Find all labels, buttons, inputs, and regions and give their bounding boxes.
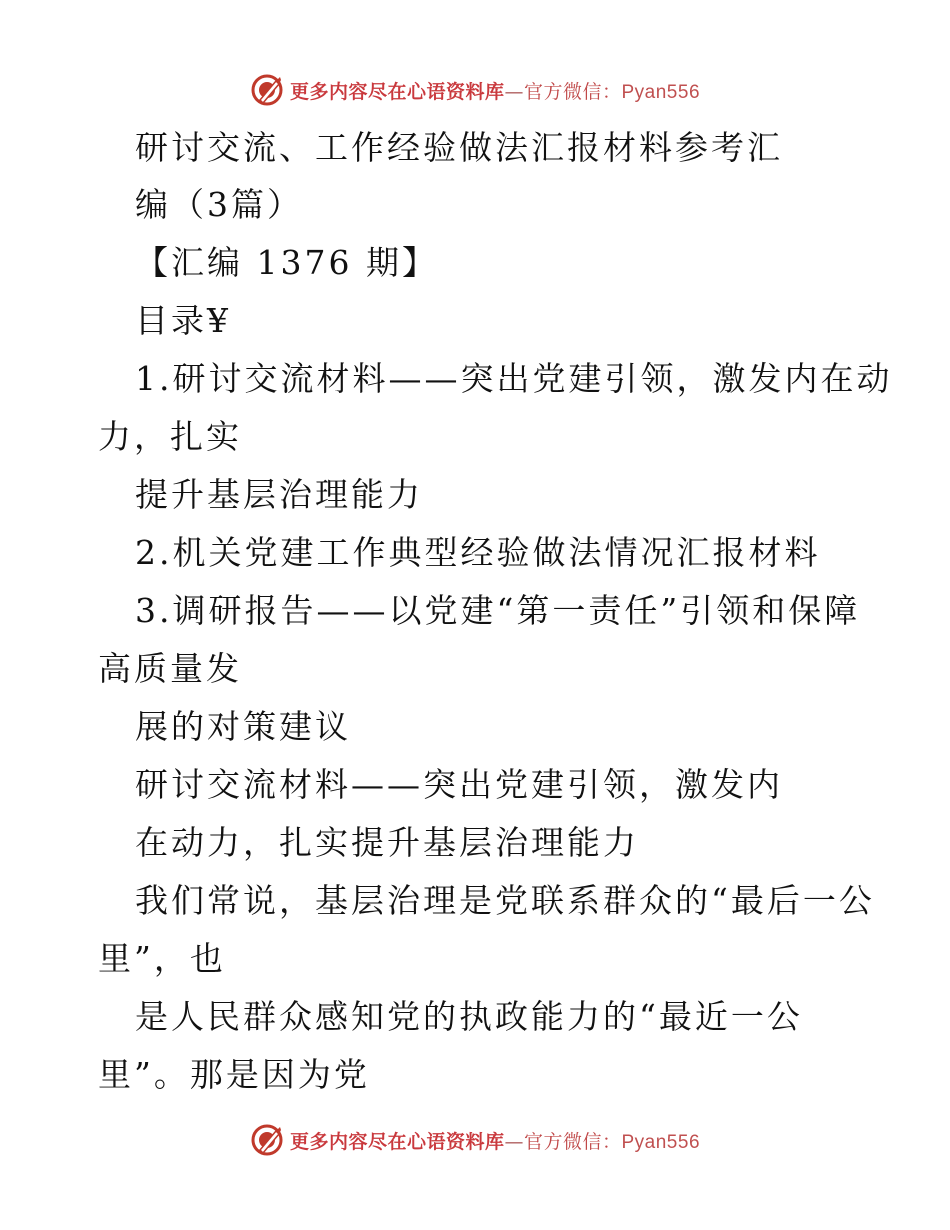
paragraph-line-2: 里”，也 [98, 939, 226, 978]
pen-logo-icon [250, 73, 284, 107]
toc-item-3-line-1: 3.调研报告——以党建“第一责任”引领和保障 [135, 591, 861, 630]
footer-dash: — [504, 1130, 524, 1153]
section-title-line-2: 在动力，扎实提升基层治理能力 [135, 823, 639, 862]
footer-site-name: 更多内容尽在心语资料库 [289, 1130, 505, 1153]
footer-wechat-label: 官方微信： [523, 1130, 622, 1153]
doc-toc-heading: 目录¥ [135, 301, 231, 340]
toc-item-1-line-2: 力，扎实 [98, 417, 242, 456]
header-wechat-id: Pyan556 [621, 81, 701, 103]
toc-item-1-line-1: 1.研讨交流材料——突出党建引领，激发内在动 [135, 359, 893, 398]
header-site-name: 更多内容尽在心语资料库 [289, 80, 505, 103]
section-title-line-1: 研讨交流材料——突出党建引领，激发内 [135, 765, 783, 804]
footer-banner [0, 1120, 950, 1160]
paragraph-line-1: 我们常说，基层治理是党联系群众的“最后一公 [135, 881, 875, 920]
doc-issue-number: 【汇编 1376 期】 [135, 243, 438, 282]
footer-banner-inner [250, 1123, 700, 1157]
doc-title-line-1: 研讨交流、工作经验做法汇报材料参考汇 [135, 128, 783, 167]
toc-item-3-line-3: 展的对策建议 [135, 707, 351, 746]
toc-item-3-line-2: 高质量发 [98, 649, 242, 688]
toc-item-2: 2.机关党建工作典型经验做法情况汇报材料 [135, 533, 821, 572]
toc-item-1-line-3: 提升基层治理能力 [135, 475, 423, 514]
header-wechat-label: 官方微信： [523, 80, 622, 103]
paragraph-line-3: 是人民群众感知党的执政能力的“最近一公 [135, 997, 803, 1036]
paragraph-line-4: 里”。那是因为党 [98, 1055, 370, 1094]
header-banner-inner [250, 73, 700, 107]
header-banner-text [290, 77, 700, 104]
pen-logo-icon [250, 1123, 284, 1157]
header-banner [0, 70, 950, 110]
footer-banner-text [290, 1127, 700, 1154]
header-dash: — [504, 80, 524, 103]
footer-wechat-id: Pyan556 [621, 1131, 701, 1153]
doc-title-line-2: 编（3篇） [135, 185, 303, 224]
